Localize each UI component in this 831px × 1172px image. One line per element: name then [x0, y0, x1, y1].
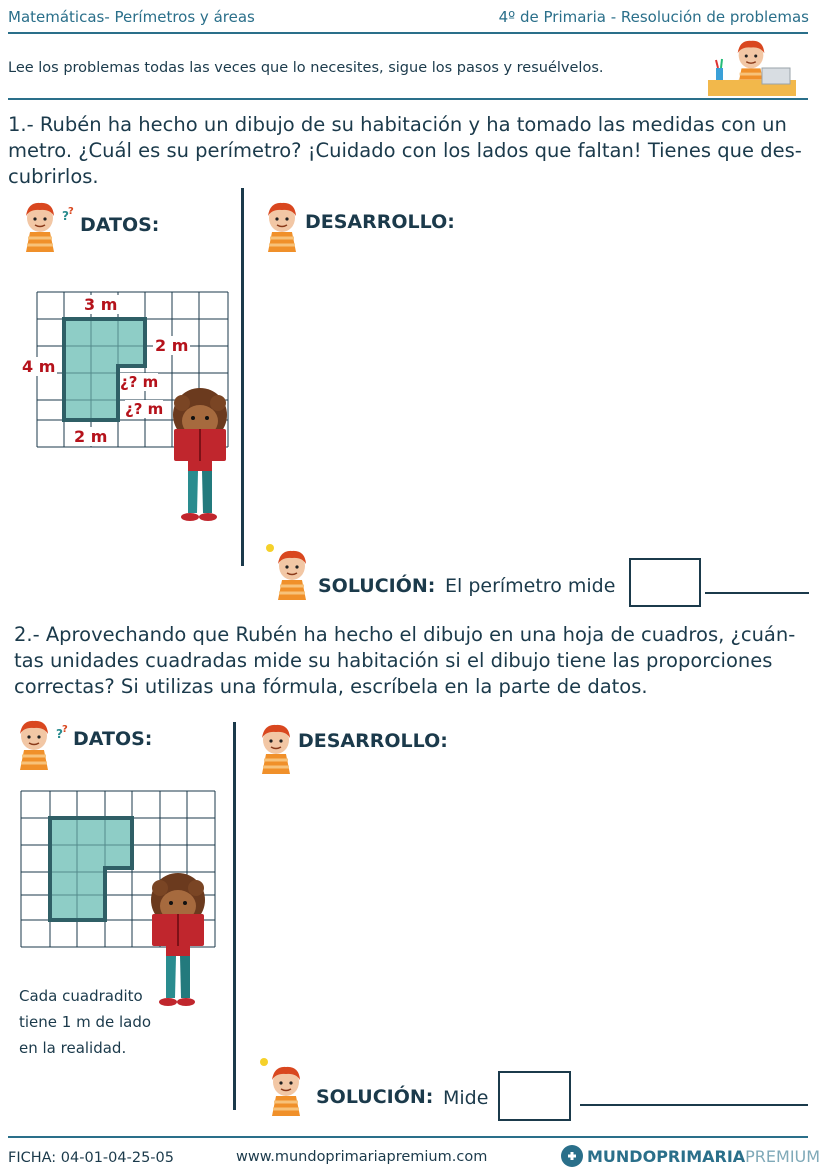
- problem1-line: 1.- Rubén ha hecho un dibujo de su habitación y ha tomado las medidas con un: [8, 113, 787, 136]
- problem2-line: 2.- Aprovechando que Rubén ha hecho el dibujo en una hoja de cuadros, ¿cuán-: [14, 623, 796, 646]
- problem2-answer-box[interactable]: [498, 1071, 571, 1121]
- problem1-answer-box[interactable]: [629, 558, 701, 607]
- problem2-note: [19, 983, 151, 1061]
- brand-name-bold: MUNDOPRIMARIA: [587, 1146, 746, 1166]
- boy-reading-illustration: [170, 385, 232, 525]
- svg-text:?: ?: [62, 209, 69, 223]
- boy-reading-illustration: [148, 870, 210, 1010]
- problem2-unit-line[interactable]: [580, 1104, 808, 1106]
- measure-right: 2 m: [155, 336, 189, 355]
- note-line: Cada cuadradito: [19, 987, 143, 1005]
- problem1-line: cubrirlos.: [8, 165, 99, 188]
- note-line: en la realidad.: [19, 1039, 127, 1057]
- kid-idea-icon: [264, 542, 314, 602]
- measure-missing-1: ¿? m: [120, 373, 159, 391]
- problem2-solution-label: SOLUCIÓN:: [316, 1086, 434, 1108]
- kid-thinking-icon: [12, 716, 70, 774]
- problem2-statement: [14, 622, 795, 700]
- problem1-desarrollo-label: DESARROLLO:: [305, 211, 455, 233]
- kid-pondering-icon: [256, 720, 296, 776]
- footer-url[interactable]: www.mundoprimariapremium.com: [236, 1149, 488, 1165]
- problem1-solution-label: SOLUCIÓN:: [318, 575, 436, 597]
- problem1-solution-text: El perímetro mide: [445, 575, 616, 597]
- kid-idea-icon: [258, 1056, 308, 1118]
- problem2-column-divider: [233, 722, 236, 1110]
- footer-divider: [8, 1136, 808, 1138]
- footer-ficha: FICHA: 04-01-04-25-05: [8, 1150, 174, 1166]
- brand-logo: [560, 1144, 820, 1168]
- brand-name-light: PREMIUM: [745, 1146, 821, 1166]
- kid-pondering-icon: [262, 198, 302, 254]
- instructions: Lee los problemas todas las veces que lo necesites, sigue los pasos y resuélvelos.: [8, 60, 604, 76]
- instructions-divider: [8, 98, 808, 100]
- header-level: 4º de Primaria - Resolución de problemas: [498, 8, 809, 26]
- problem1-column-divider: [241, 188, 244, 566]
- header-divider: [8, 32, 808, 34]
- problem1-statement: [8, 112, 802, 190]
- kid-at-desk-illustration: [706, 38, 798, 98]
- measure-top: 3 m: [84, 295, 118, 314]
- kid-thinking-icon: [18, 198, 76, 256]
- problem1-line: metro. ¿Cuál es su perímetro? ¡Cuidado con los lados que faltan! Tienes que des-: [8, 139, 802, 162]
- measure-left: 4 m: [22, 357, 56, 376]
- svg-text:?: ?: [56, 727, 63, 741]
- problem2-line: correctas? Si utilizas una fórmula, escríbela en la parte de datos.: [14, 675, 648, 698]
- problem1-unit-line[interactable]: [705, 592, 809, 594]
- measure-bottom: 2 m: [74, 427, 108, 446]
- problem2-solution-text: Mide: [443, 1087, 489, 1109]
- header-subject: Matemáticas- Perímetros y áreas: [8, 8, 255, 26]
- svg-text:?: ?: [62, 724, 68, 735]
- problem2-line: tas unidades cuadradas mide su habitación si el dibujo tiene las proporciones: [14, 649, 773, 672]
- measure-missing-2: ¿? m: [125, 400, 164, 418]
- svg-text:?: ?: [68, 206, 74, 217]
- problem2-desarrollo-label: DESARROLLO:: [298, 730, 448, 752]
- brand-globe-icon: [560, 1144, 584, 1168]
- problem1-datos-label: DATOS:: [80, 214, 160, 236]
- note-line: tiene 1 m de lado: [19, 1013, 152, 1031]
- problem2-datos-label: DATOS:: [73, 728, 153, 750]
